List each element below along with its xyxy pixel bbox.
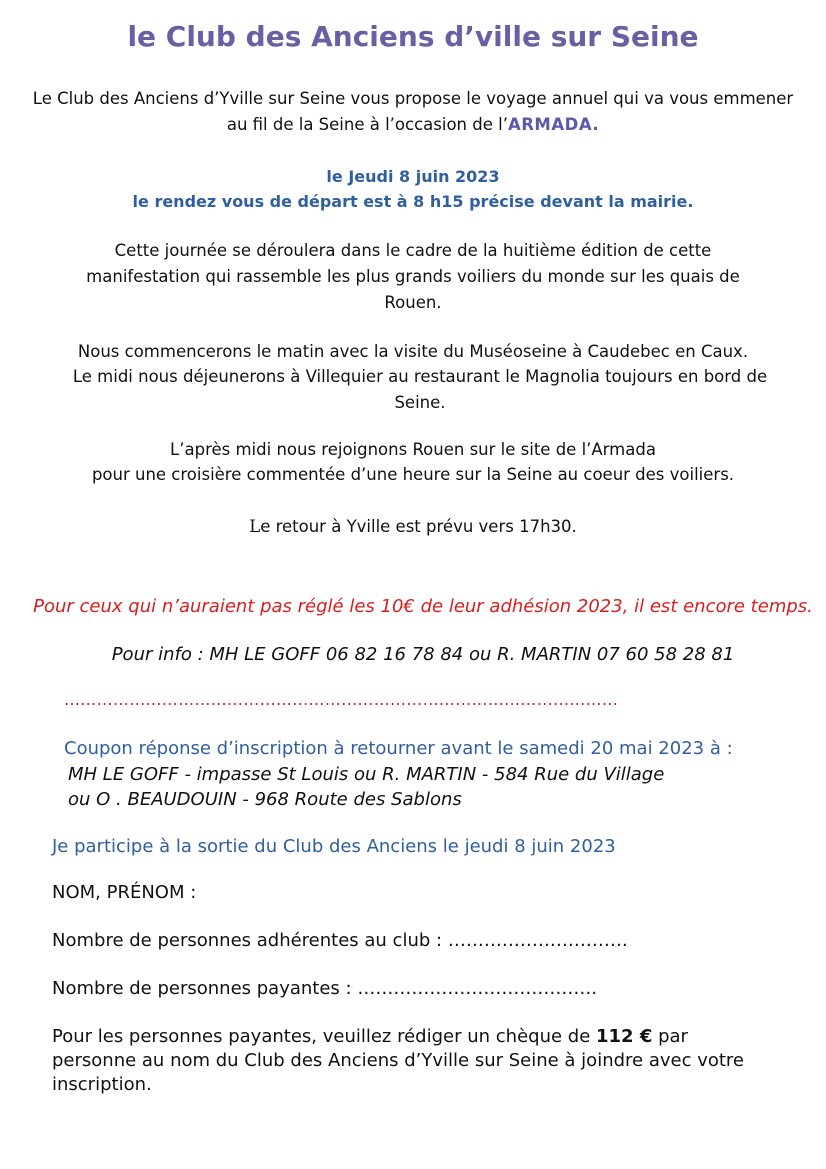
payment-text-after: par personne au nom du Club des Anciens d’Yville sur Seine à joindre avec votre inscription. xyxy=(52,1026,745,1095)
morning-line: Nous commencerons le matin avec la visite du Muséoseine à Caudebec en Caux. xyxy=(77,342,749,361)
rendezvous-line: le rendez vous de départ est à 8 h15 précise devant la mairie. xyxy=(132,192,694,211)
adherents-label: Nombre de personnes adhérentes au club : xyxy=(52,930,448,951)
lunch-line: Le midi nous déjeunerons à Villequier au restaurant le Magnolia toujours en bord de Seine. xyxy=(72,367,768,412)
participation-statement: Je participe à la sortie du Club des Anciens le jeudi 8 juin 2023 xyxy=(52,836,616,857)
cut-separator: ………………………………………………………………………………………… xyxy=(64,690,619,709)
payment-text-before: Pour les personnes payantes, veuillez rédiger un chèque de xyxy=(52,1026,596,1047)
adherents-field xyxy=(52,930,628,951)
payment-amount: 112 € xyxy=(596,1026,653,1047)
coupon-heading: Coupon réponse d’inscription à retourner avant le samedi 20 mai 2023 à : xyxy=(64,738,733,759)
return-prefix: L xyxy=(249,517,261,536)
payantes-field xyxy=(52,978,597,999)
edition-paragraph: Cette journée se déroulera dans le cadre de la huitième édition de cette manifestation qui rassemble les plus grands voiliers du monde sur les quais de Rouen. xyxy=(86,241,740,312)
document-title: le Club des Anciens d’ville sur Seine xyxy=(127,20,699,53)
return-text: e retour à Yville est prévu vers 17h30. xyxy=(260,517,577,536)
payantes-label: Nombre de personnes payantes : xyxy=(52,978,358,999)
afternoon-line: L’après midi nous rejoignons Rouen sur le site de l’Armada xyxy=(170,440,656,459)
name-field-label: NOM, PRÉNOM : xyxy=(52,882,197,903)
armada-highlight: ARMADA xyxy=(507,115,593,134)
cruise-line: pour une croisière commentée d’une heure sur la Seine au coeur des voiliers. xyxy=(91,465,735,484)
intro-text: Le Club des Anciens d’Yville sur Seine vous propose le voyage annuel qui va vous emmener au fil de la Seine à l’occasion de l’ xyxy=(32,89,794,134)
event-date: le Jeudi 8 juin 2023 xyxy=(326,167,500,186)
payantes-fill-line: …………………………………. xyxy=(357,978,598,999)
intro-suffix: . xyxy=(592,115,600,134)
adhesion-notice: Pour ceux qui n’auraient pas réglé les 10€ de leur adhésion 2023, il est encore temps. xyxy=(33,596,813,617)
info-contact-line: Pour info : MH LE GOFF 06 82 16 78 84 ou R. MARTIN 07 60 58 28 81 xyxy=(111,644,735,665)
return-line xyxy=(30,514,796,540)
adherents-fill-line: ………………………… xyxy=(447,930,628,951)
payment-instructions xyxy=(52,1025,752,1097)
intro-paragraph xyxy=(30,86,796,138)
coupon-address-1: MH LE GOFF - impasse St Louis ou R. MARTIN - 584 Rue du Village xyxy=(68,764,665,785)
coupon-address-2: ou O . BEAUDOUIN - 968 Route des Sablons xyxy=(68,789,462,810)
